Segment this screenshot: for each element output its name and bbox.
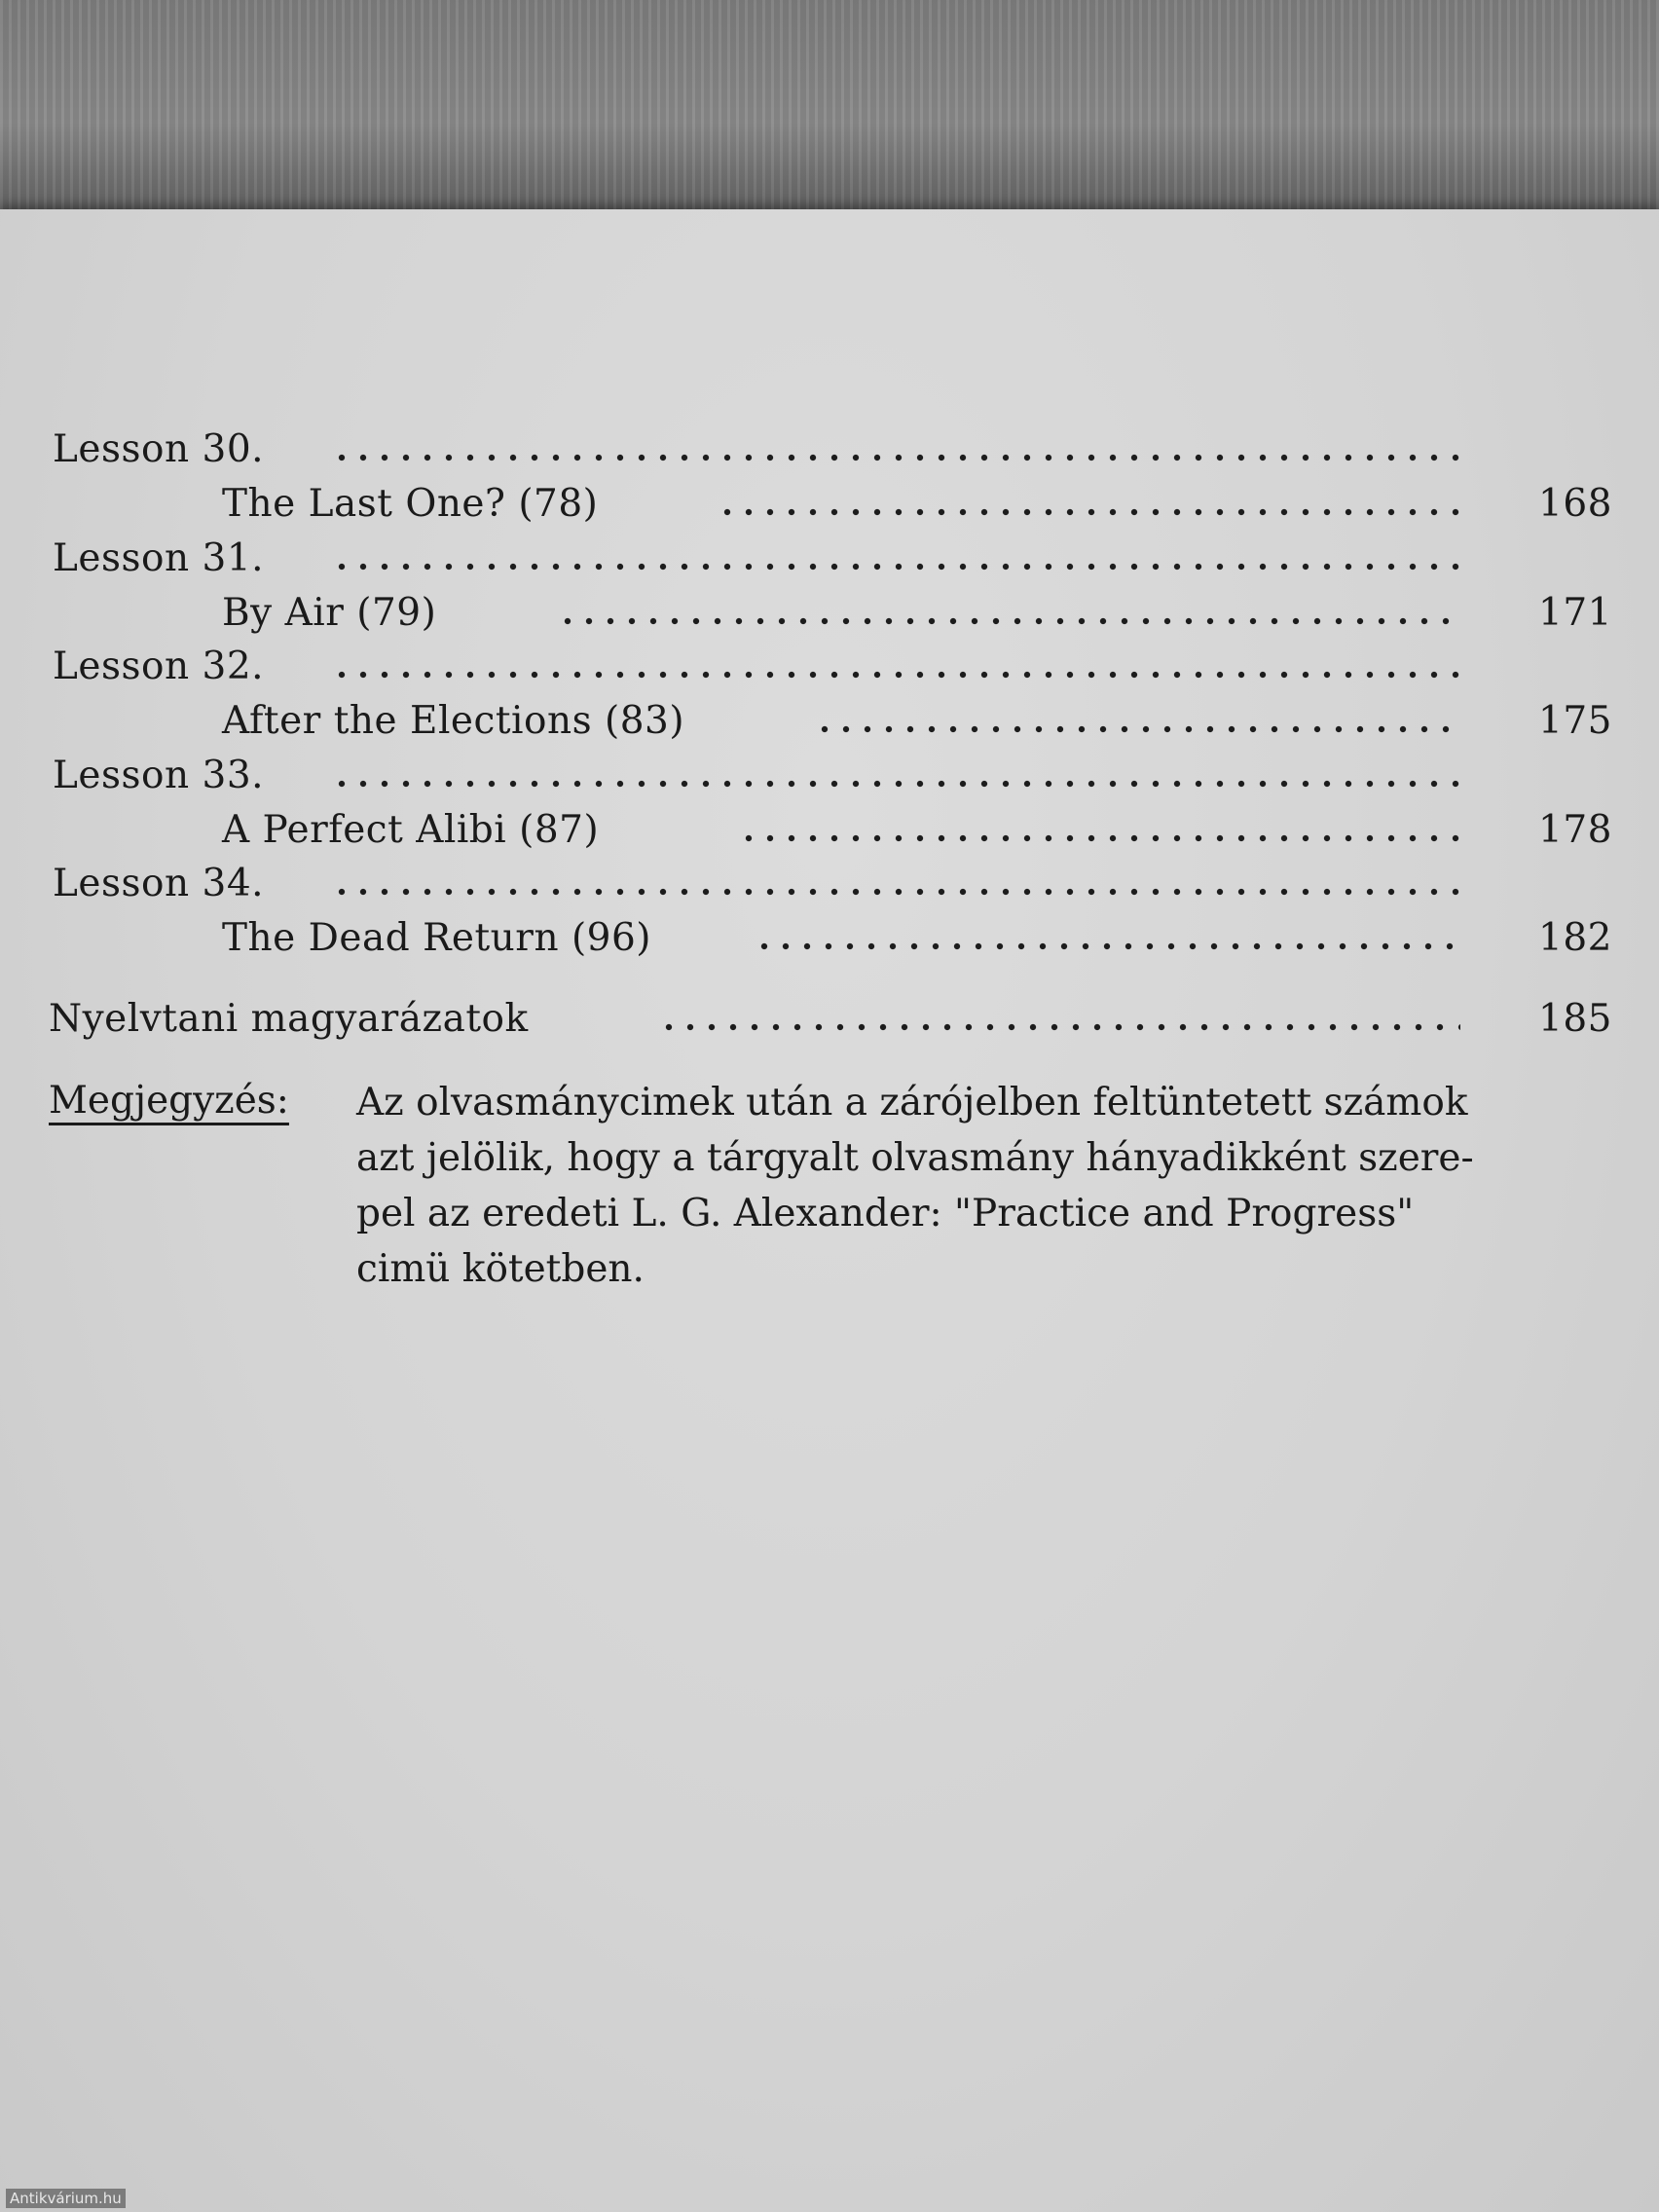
toc-lesson-row [0, 424, 1659, 476]
note-label: Megjegyzés: [49, 1079, 289, 1123]
dot-leader [331, 670, 1460, 680]
lesson-number: Lesson 31. [53, 536, 265, 580]
toc-title-row [0, 912, 1659, 965]
toc-grammar-row [0, 993, 1659, 1046]
lesson-title: The Last One? (78) [222, 482, 599, 526]
dot-leader [738, 833, 1460, 843]
lesson-number: Lesson 30. [53, 427, 265, 471]
page-number: 175 [1538, 699, 1612, 743]
background-surface [0, 0, 1659, 224]
toc-lesson-row [0, 858, 1659, 910]
toc-lesson-row [0, 533, 1659, 585]
dot-leader [717, 507, 1460, 517]
toc-title-row [0, 478, 1659, 531]
note-line: azt jelölik, hogy a tárgyalt olvasmány hányadikként szere- [356, 1136, 1474, 1180]
dot-leader [331, 887, 1460, 897]
dot-leader [658, 1022, 1460, 1032]
dot-leader [754, 941, 1460, 951]
note-line: pel az eredeti L. G. Alexander: "Practice and Progress" [356, 1192, 1415, 1235]
page-number: 168 [1538, 482, 1612, 526]
page-number: 182 [1538, 916, 1612, 960]
lesson-number: Lesson 34. [53, 862, 265, 905]
toc-lesson-row [0, 750, 1659, 802]
toc-title-row [0, 587, 1659, 640]
lesson-title: After the Elections (83) [222, 699, 685, 743]
note-line: Az olvasmánycimek után a zárójelben feltüntetett számok [356, 1081, 1468, 1124]
toc-lesson-row [0, 641, 1659, 693]
page-number: 171 [1538, 591, 1612, 635]
lesson-title: By Air (79) [222, 591, 437, 635]
page-number: 185 [1538, 997, 1612, 1041]
note-line: cimü kötetben. [356, 1247, 645, 1291]
dot-leader [331, 779, 1460, 789]
grammar-label: Nyelvtani magyarázatok [49, 997, 529, 1041]
dot-leader [814, 724, 1460, 734]
dot-leader [557, 616, 1460, 626]
dot-leader [331, 453, 1460, 462]
lesson-number: Lesson 32. [53, 645, 265, 688]
toc-title-row [0, 695, 1659, 748]
note-text [356, 1075, 1612, 1297]
lesson-number: Lesson 33. [53, 754, 265, 797]
page-number: 178 [1538, 808, 1612, 852]
toc-title-row [0, 804, 1659, 857]
lesson-title: A Perfect Alibi (87) [222, 808, 600, 852]
lesson-title: The Dead Return (96) [222, 916, 652, 960]
dot-leader [331, 562, 1460, 571]
watermark: Antikvárium.hu [6, 2189, 126, 2208]
